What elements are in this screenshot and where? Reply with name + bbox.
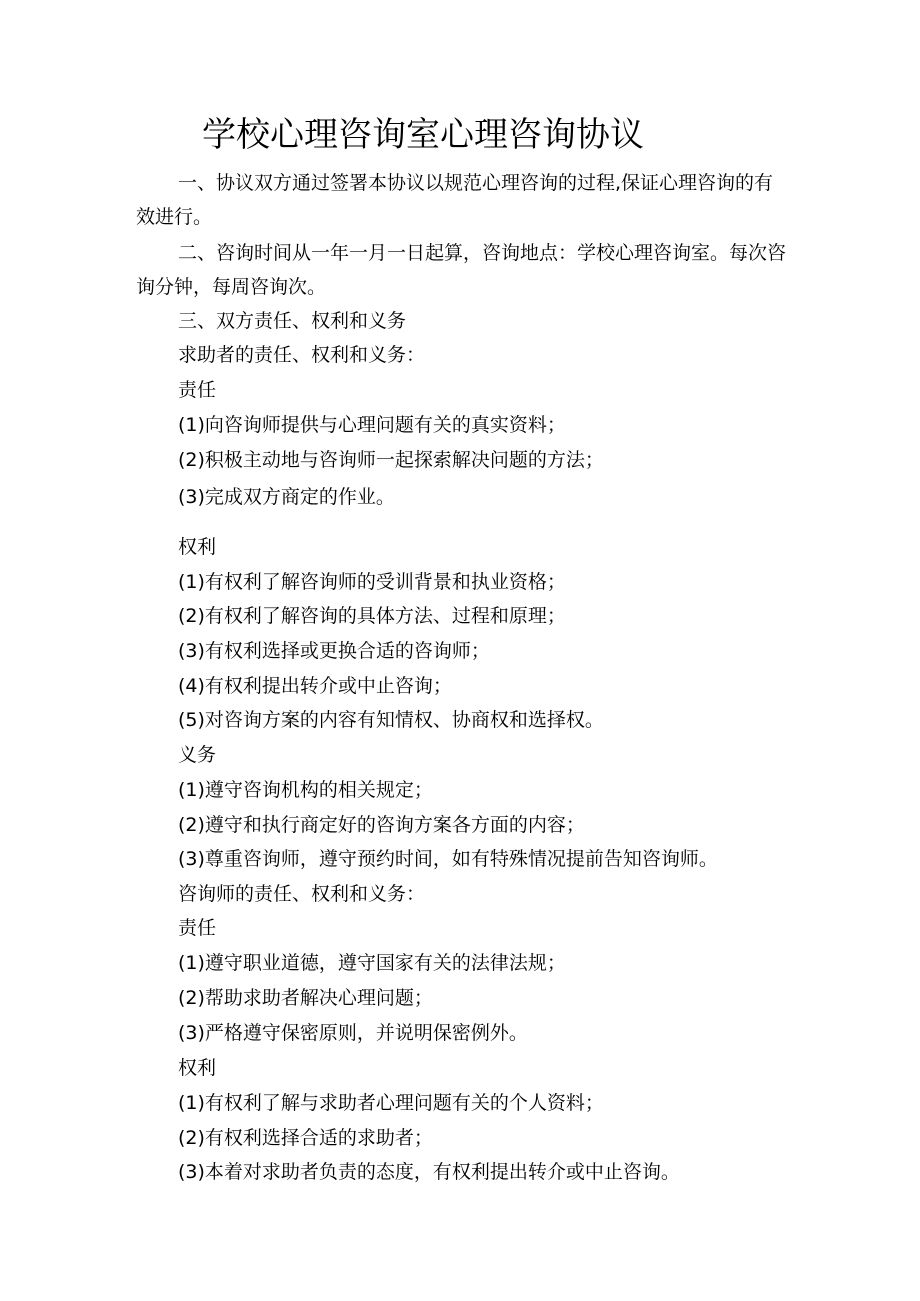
- paragraph-schedule: 二、咨询时间从一年一月一日起算，咨询地点：学校心理咨询室。每次咨询分钟，每周咨询次。: [136, 242, 787, 298]
- counselor-responsibility-heading: 责任: [178, 917, 217, 939]
- document-title: 学校心理咨询室心理咨询协议: [202, 115, 644, 155]
- client-rights-item: (2)有权利了解咨询的具体方法、过程和原理；: [178, 605, 566, 627]
- paragraph-purpose: 一、协议双方通过签署本协议以规范心理咨询的过程,保证心理咨询的有效进行。: [136, 172, 774, 228]
- client-responsibility-item: (2)积极主动地与咨询师一起探索解决问题的方法；: [178, 449, 604, 471]
- client-responsibility-item: (1)向咨询师提供与心理问题有关的真实资料；: [178, 414, 566, 436]
- client-duties-item: (2)遵守和执行商定好的咨询方案各方面的内容；: [178, 814, 585, 836]
- counselor-rights-item: (1)有权利了解与求助者心理问题有关的个人资料；: [178, 1092, 604, 1114]
- client-rights-item: (1)有权利了解咨询师的受训背景和执业资格；: [178, 571, 566, 593]
- client-responsibility-heading: 责任: [178, 379, 217, 401]
- counselor-rights-item: (3)本着对求助者负责的态度，有权利提出转介或中止咨询。: [178, 1161, 680, 1183]
- client-heading: 求助者的责任、权利和义务：: [178, 344, 426, 366]
- counselor-responsibility-item: (1)遵守职业道德，遵守国家有关的法律法规；: [178, 952, 566, 974]
- counselor-heading: 咨询师的责任、权利和义务：: [178, 883, 426, 905]
- client-duties-item: (1)遵守咨询机构的相关规定；: [178, 779, 433, 801]
- client-rights-heading: 权利: [178, 536, 217, 558]
- client-duties-item: (3)尊重咨询师，遵守预约时间，如有特殊情况提前告知咨询师。: [178, 848, 718, 870]
- counselor-responsibility-item: (3)严格遵守保密原则，并说明保密例外。: [178, 1022, 528, 1044]
- counselor-rights-item: (2)有权利选择合适的求助者；: [178, 1127, 433, 1149]
- client-rights-item: (4)有权利提出转介或中止咨询；: [178, 675, 452, 697]
- client-duties-heading: 义务: [178, 744, 217, 766]
- section-heading-responsibilities: 三、双方责任、权利和义务: [178, 310, 407, 332]
- client-rights-item: (5)对咨询方案的内容有知情权、协商权和选择权。: [178, 709, 604, 731]
- client-rights-item: (3)有权利选择或更换合适的咨询师；: [178, 640, 490, 662]
- client-responsibility-item: (3)完成双方商定的作业。: [178, 486, 395, 508]
- counselor-rights-heading: 权利: [178, 1057, 217, 1079]
- counselor-responsibility-item: (2)帮助求助者解决心理问题；: [178, 987, 433, 1009]
